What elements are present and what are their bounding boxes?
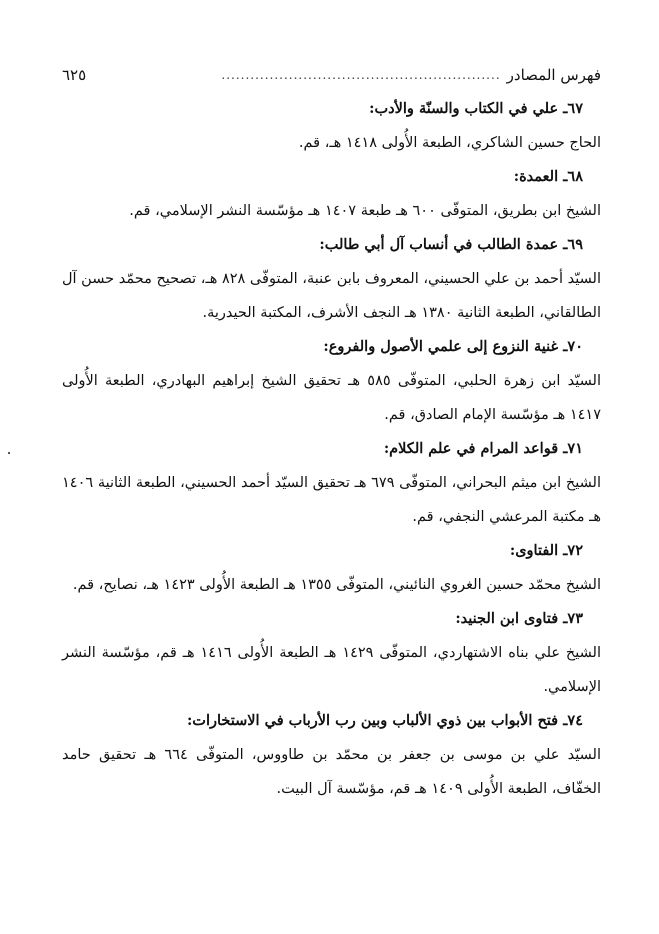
entry-body: الشيخ ابن بطريق، المتوفّى ٦٠٠ هـ طبعة ١٤٠٧ هـ مؤسّسة النشر الإسلامي، قم.: [129, 203, 601, 219]
entry-title: ٦٨ـ العمدة:: [513, 168, 583, 185]
entry-body: السيّد أحمد بن علي الحسيني، المعروف بابن عنبة، المتوفّى ٨٢٨ هـ، تصحيح محمّد حسن آل الطالقاني، الطبعة الثانية ١٣٨٠ هـ النجف الأشرف، المكتبة الحيدرية.: [62, 271, 601, 321]
entry-body: الشيخ ابن ميثم البحراني، المتوفّى ٦٧٩ هـ تحقيق السيّد أحمد الحسيني، الطبعة الثانية ١٤٠٦ هـ مكتبة المرعشي النجفي، قم.: [62, 475, 601, 525]
entry-title: ٧٤ـ فتح الأبواب بين ذوي الألباب وبين رب الأرباب في الاستخارات:: [186, 712, 583, 729]
running-header: [62, 62, 601, 88]
bibliography-entry: [62, 602, 601, 704]
bibliography-entry: [62, 228, 601, 330]
bibliography-list: [62, 92, 601, 806]
bibliography-entry: [62, 160, 601, 228]
entry-title: ٧٠ـ غنية النزوع إلى علمي الأصول والفروع:: [323, 338, 583, 355]
entry-title: ٦٧ـ علي في الكتاب والسنّة والأدب:: [369, 100, 583, 117]
scan-speck: [8, 452, 10, 454]
entry-body: الحاج حسين الشاكري، الطبعة الأُولى ١٤١٨ هـ، قم.: [298, 135, 601, 151]
bibliography-entry: [62, 432, 601, 534]
entry-body: السيّد علي بن موسى بن جعفر بن محمّد بن طاووس، المتوفّى ٦٦٤ هـ تحقيق حامد الخفّاف، الطبعة الأُولى ١٤٠٩ هـ قم، مؤسّسة آل البيت.: [62, 747, 601, 797]
entry-title: ٧٣ـ فتاوى ابن الجنيد:: [455, 610, 583, 627]
entry-title: ٧١ـ قواعد المرام في علم الكلام:: [383, 440, 583, 457]
entry-body: الشيخ علي بناه الاشتهاردي، المتوفّى ١٤٢٩ هـ الطبعة الأُولى ١٤١٦ هـ قم، مؤسّسة النشر الإسلامي.: [62, 645, 602, 695]
entry-body: الشيخ محمّد حسين الغروي النائيني، المتوفّى ١٣٥٥ هـ الطبعة الأُولى ١٤٢٣ هـ، نصايح، قم.: [72, 577, 601, 593]
entry-body: السيّد ابن زهرة الحلبي، المتوفّى ٥٨٥ هـ تحقيق الشيخ إبراهيم البهادري، الطبعة الأُولى ١٤١٧ هـ مؤسّسة الإمام الصادق، قم.: [62, 373, 601, 423]
bibliography-entry: [62, 330, 601, 432]
header-leader-dots: ..........................................................: [221, 68, 501, 82]
bibliography-entry: [62, 704, 601, 806]
bibliography-entry: [62, 534, 601, 602]
entry-title: ٦٩ـ عمدة الطالب في أنساب آل أبي طالب:: [319, 236, 583, 253]
entry-title: ٧٢ـ الفتاوى:: [509, 542, 583, 559]
page-number: ٦٢٥: [62, 66, 87, 84]
bibliography-entry: [62, 92, 601, 160]
header-title: فهرس المصادر: [506, 66, 601, 84]
